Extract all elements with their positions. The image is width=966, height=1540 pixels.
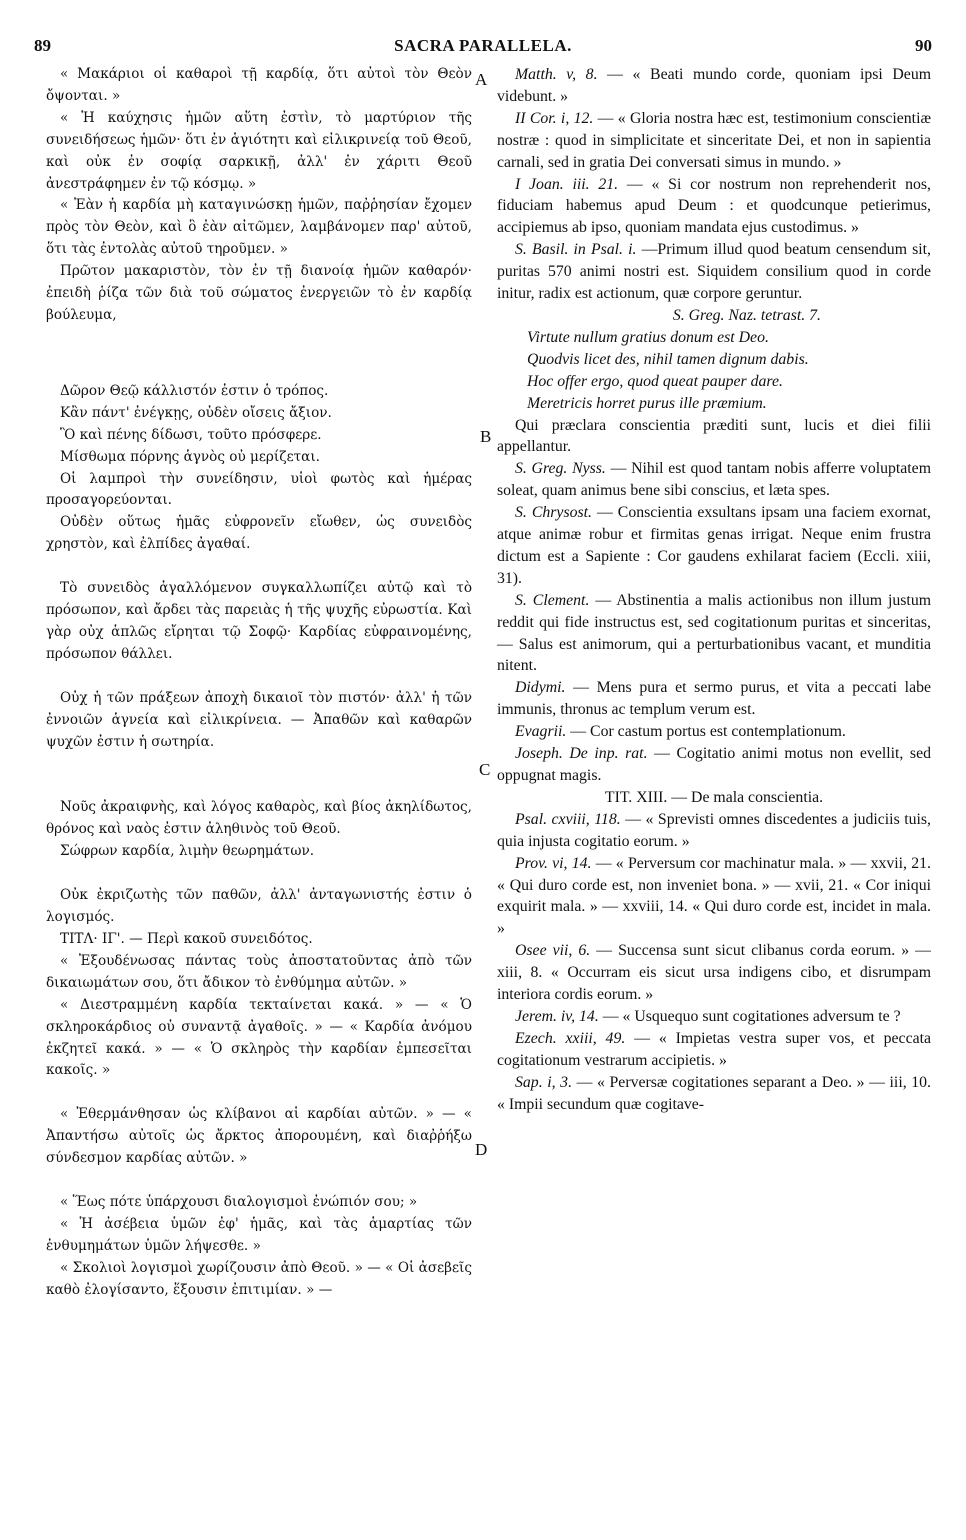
citation: Sap. i, 3. <box>515 1073 573 1091</box>
latin-paragraph <box>497 677 931 721</box>
latin-text: — Conscientia exsultans ipsam una faciem exornat, atque animæ robur et firmitas genas irrigat. Neque enim frustra dictum est a Sapiente : Cor gaudens exhilarat faciem (Eccli. xiii, 31). <box>497 504 931 587</box>
citation: Jerem. iv, 14. <box>515 1007 599 1025</box>
greek-paragraph: « Σκολιοὶ λογισμοὶ χωρίζουσιν ἀπὸ Θεοῦ. » — « Οἱ ἀσεβεῖς καθὸ ἐλογίσαντο, ἕξουσιν ἐπιτιμίαν. » — <box>46 1259 472 1298</box>
citation: Ezech. xxiii, 49. <box>515 1029 626 1047</box>
latin-poem <box>497 327 931 415</box>
latin-paragraph <box>497 1028 931 1072</box>
greek-paragraph: Οὐκ ἐκριζωτὴς τῶν παθῶν, ἀλλ' ἀνταγωνιστής ἐστιν ὁ λογισμός. <box>46 887 472 926</box>
latin-paragraph <box>497 590 931 678</box>
citation: S. Greg. Naz. tetrast. 7. <box>672 306 821 324</box>
latin-text: — « Sprevisti omnes discedentes a judiciis tuis, quia injusta cogitatio eorum. » <box>497 810 931 850</box>
greek-paragraph: « Ἐθερμάνθησαν ὡς κλίβανοι αἱ καρδίαι αὐτῶν. » — « Ἀπαντήσω αὐτοῖς ὡς ἄρκτος ἀπορουμένη, καὶ διαῤῥήξω σύνδεσμον καρδίας αὐτῶν. » <box>46 1106 472 1167</box>
latin-text: — Cor castum portus est contemplationum. <box>566 723 846 741</box>
greek-paragraph: Σώφρων καρδία, λιμὴν θεωρημάτων. <box>60 843 315 860</box>
citation: S. Basil. in Psal. i. <box>515 241 637 259</box>
greek-poem-line: Κἂν πάντ' ἐνέγκῃς, οὐδὲν οἴσεις ἄξιον. <box>60 404 332 421</box>
greek-paragraph: « Ἐξουδένωσας πάντας τοὺς ἀποστατοῦντας ἀπὸ τῶν δικαιωμάτων σου, ὅτι ἄδικον τὸ ἐνθύμημα αὐτῶν. » <box>46 952 472 991</box>
latin-paragraph <box>497 721 931 743</box>
margin-letter-d: D <box>475 1140 488 1159</box>
latin-text: —Primum illud quod beatum censendum sit, puritas 570 animi nostri est. Siquidem consilium quod in corde initur, radix est actionum, quæ corpore geruntur. <box>497 241 931 303</box>
citation: Osee vii, 6. <box>515 942 591 960</box>
latin-paragraph <box>497 174 931 240</box>
greek-paragraph: Τὸ συνειδὸς ἀγαλλόμενον συγκαλλωπίζει αὐτῷ καὶ τὸ πρόσωπον, καὶ ἄρδει τὰς παρειὰς ἡ τῆς ψυχῆς εὐρωστία. Καὶ γὰρ οὐχ ἁπλῶς εἴρηται τῷ Σοφῷ· Καρδίας εὐφραινομένης, πρόσωπον θάλλει. <box>46 580 472 662</box>
margin-letter-b: B <box>480 427 492 446</box>
greek-paragraph: Νοῦς ἀκραιφνὴς, καὶ λόγος καθαρὸς, καὶ βίος ἀκηλίδωτος, θρόνος καὶ ναὸς ἐστιν ἀληθινὸς τοῦ Θεοῦ. <box>46 799 472 838</box>
latin-paragraph <box>497 1072 931 1116</box>
latin-paragraph <box>497 239 931 305</box>
latin-text: — « Beati mundo corde, quoniam ipsi Deum videbunt. » <box>497 66 932 105</box>
greek-poem-line: Δῶρον Θεῷ κάλλιστόν ἐστιν ὁ τρόπος. <box>60 382 329 399</box>
latin-poem-line: Virtute nullum gratius donum est Deo. <box>527 328 769 346</box>
greek-paragraph: « Διεστραμμένη καρδία τεκταίνεται κακά. » — « Ὁ σκληροκάρδιος οὐ συναντᾷ ἀγαθοῖς. » — « Καρδία ἀνόμου ἐκζητεῖ κακά. » — « Ὁ σκληρὸς τὴν καρδίαν ἐμπεσεῖται κακοῖς. » <box>46 996 472 1079</box>
greek-paragraph: « Ἡ καύχησις ἡμῶν αὕτη ἐστὶν, τὸ μαρτύριον τῆς συνειδήσεως ἡμῶν· ὅτι ἐν ἁγιότητι καὶ εἰλικρινείᾳ τοῦ Θεοῦ, καὶ οὐκ ἐν σοφίᾳ σαρκικῇ, ἀλλ' ἐν χάριτι Θεοῦ ἀνεστράφημεν ἐν τῷ κόσμῳ. » <box>46 109 472 192</box>
latin-paragraph <box>497 853 931 941</box>
latin-paragraph: Qui præclara conscientia præditi sunt, lucis et diei filii appellantur. <box>497 416 931 456</box>
latin-paragraph <box>497 1006 931 1028</box>
citation: Matth. v, 8. <box>515 66 598 83</box>
margin-letter-c: C <box>479 760 491 779</box>
latin-text: — « Perversæ cogitationes separant a Deo. » — iii, 10. « Impii secundum quæ cogitave- <box>497 1073 932 1113</box>
latin-paragraph <box>497 108 931 174</box>
latin-text: — « Si cor nostrum non reprehenderit nos, fiduciam habemus apud Deum : et quodcunque petierimus, accipiemus ab ipso, quoniam mandata ejus custodimus. » <box>497 175 931 237</box>
latin-text: — « Gloria nostra hæc est, testimonium conscientiæ nostræ : quod in simplicitate et sinceritate Dei, et non in sapientia carnali, sed in gratia Dei conversati simus in mundo. » <box>497 109 931 171</box>
latin-text: — Cogitatio animi motus non evellit, sed oppugnat magis. <box>497 745 931 784</box>
greek-poem-line: Ὃ καὶ πένης δίδωσι, τοῦτο πρόσφερε. <box>60 426 322 443</box>
running-header <box>34 36 932 58</box>
page-number-right: 90 <box>915 36 932 55</box>
latin-paragraph <box>497 809 931 853</box>
greek-poem <box>46 381 472 469</box>
latin-paragraph <box>497 64 931 108</box>
greek-paragraph: Πρῶτον μακαριστὸν, τὸν ἐν τῇ διανοίᾳ ἡμῶν καθαρόν· ἐπειδὴ ῥίζα τῶν διὰ τοῦ σώματος ἐνεργειῶν τὸ ἐν καρδίᾳ βούλευμα, <box>46 263 472 323</box>
citation: I Joan. iii. 21. <box>515 175 619 193</box>
latin-paragraph <box>497 743 931 787</box>
latin-text: — Nihil est quod tantam nobis afferre voluptatem soleat, quam animus bene sibi conscius, et læta spes. <box>497 460 931 500</box>
latin-paragraph <box>497 502 931 590</box>
greek-poem-line: Μίσθωμα πόρνης ἁγνὸς οὐ μερίζεται. <box>60 448 321 465</box>
latin-text: — Succensa sunt sicut clibanus corda eorum. » — xiii, 8. « Occurram eis sicut ursa indigens cibo, et disrumpam interiora cordis eorum. » <box>497 942 931 1004</box>
citation: S. Chrysost. <box>515 504 592 522</box>
margin-letter-a: A <box>475 70 488 89</box>
latin-poem-line: Quodvis licet des, nihil tamen dignum dabis. <box>527 350 809 368</box>
greek-section-title: ΤΙΤΛ· ΙΓ'. — Περὶ κακοῦ συνειδότος. <box>60 931 313 947</box>
running-title: SACRA PARALLELA. <box>394 36 572 55</box>
latin-paragraph <box>497 458 931 502</box>
greek-paragraph: Οὐδὲν οὕτως ἡμᾶς εὐφρονεῖν εἴωθεν, ὡς συνειδὸς χρηστὸν, καὶ ἐλπίδες ἀγαθαί. <box>46 514 472 553</box>
latin-text: — « Perversum cor machinatur mala. » — xxvii, 21. « Qui duro corde est, non inveniet bona. » — xvii, 21. « Cor iniqui exquirit mala. » — xxviii, 14. « Qui duro corde est, incidet in mala. » <box>497 854 931 938</box>
citation: S. Clement. <box>515 591 590 609</box>
latin-text: — « Impietas vestra super vos, et peccata cogitationum vestrarum accipietis. » <box>497 1029 931 1069</box>
citation: Prov. vi, 14. <box>515 854 592 872</box>
greek-paragraph: « Μακάριοι οἱ καθαροὶ τῇ καρδίᾳ, ὅτι αὐτοὶ τὸν Θεὸν ὄψονται. » <box>46 66 472 104</box>
latin-poem-line: Hoc offer ergo, quod queat pauper dare. <box>527 372 783 390</box>
latin-column <box>497 64 931 1116</box>
citation: S. Greg. Nyss. <box>515 460 606 478</box>
greek-paragraph: « Ἡ ἀσέβεια ὑμῶν ἐφ' ἡμᾶς, καὶ τὰς ἁμαρτίας τῶν ἐνθυμημάτων ὑμῶν λήψεσθε. » <box>46 1215 472 1254</box>
greek-column <box>46 64 472 1302</box>
latin-text: — Mens pura et sermo purus, et vita a peccati labe immunis, thronus ac templum verum est. <box>497 679 931 719</box>
latin-paragraph <box>497 940 931 1006</box>
latin-poem-line: Meretricis horret purus ille præmium. <box>527 394 767 412</box>
greek-paragraph: « Ἐὰν ἡ καρδία μὴ καταγινώσκῃ ἡμῶν, παῤῥησίαν ἔχομεν πρὸς τὸν Θεὸν, καὶ ὃ ἐὰν αἰτῶμεν, λαμβάνομεν παρ' αὐτοῦ, ὅτι τὰς ἐντολὰς αὐτοῦ τηροῦμεν. » <box>46 197 472 258</box>
citation: Evagrii. <box>515 723 567 741</box>
citation: II Cor. i, 12. <box>515 109 594 127</box>
citation: Psal. cxviii, 118. <box>515 810 621 828</box>
citation: Didymi. <box>515 679 566 697</box>
latin-text: — Abstinentia a malis actionibus non illum justum reddit qui fide instructus est, sed cogitationum puritas et sinceritas, — Salus est animorum, qui a perturbationibus vacant, et munditia nitent. <box>497 591 932 675</box>
page-number-left: 89 <box>34 36 51 55</box>
greek-paragraph: « Ἕως πότε ὑπάρχουσι διαλογισμοὶ ἐνώπιόν σου; » <box>60 1194 418 1211</box>
latin-section-title: TIT. XIII. — De mala conscientia. <box>604 788 824 806</box>
greek-paragraph: Οἱ λαμπροὶ τὴν συνείδησιν, υἱοὶ φωτὸς καὶ ἡμέρας προσαγορεύονται. <box>46 470 472 509</box>
greek-paragraph: Οὐχ ἡ τῶν πράξεων ἀποχὴ δικαιοῖ τὸν πιστόν· ἀλλ' ἡ τῶν ἐννοιῶν ἁγνεία καὶ εἰλικρίνεια. — Ἀπαθῶν καὶ καθαρῶν ψυχῶν ἐστιν ἡ σωτηρία. <box>46 689 472 750</box>
citation: Joseph. De inp. rat. <box>515 745 648 763</box>
latin-text: — « Usquequo sunt cogitationes adversum te ? <box>598 1007 901 1025</box>
